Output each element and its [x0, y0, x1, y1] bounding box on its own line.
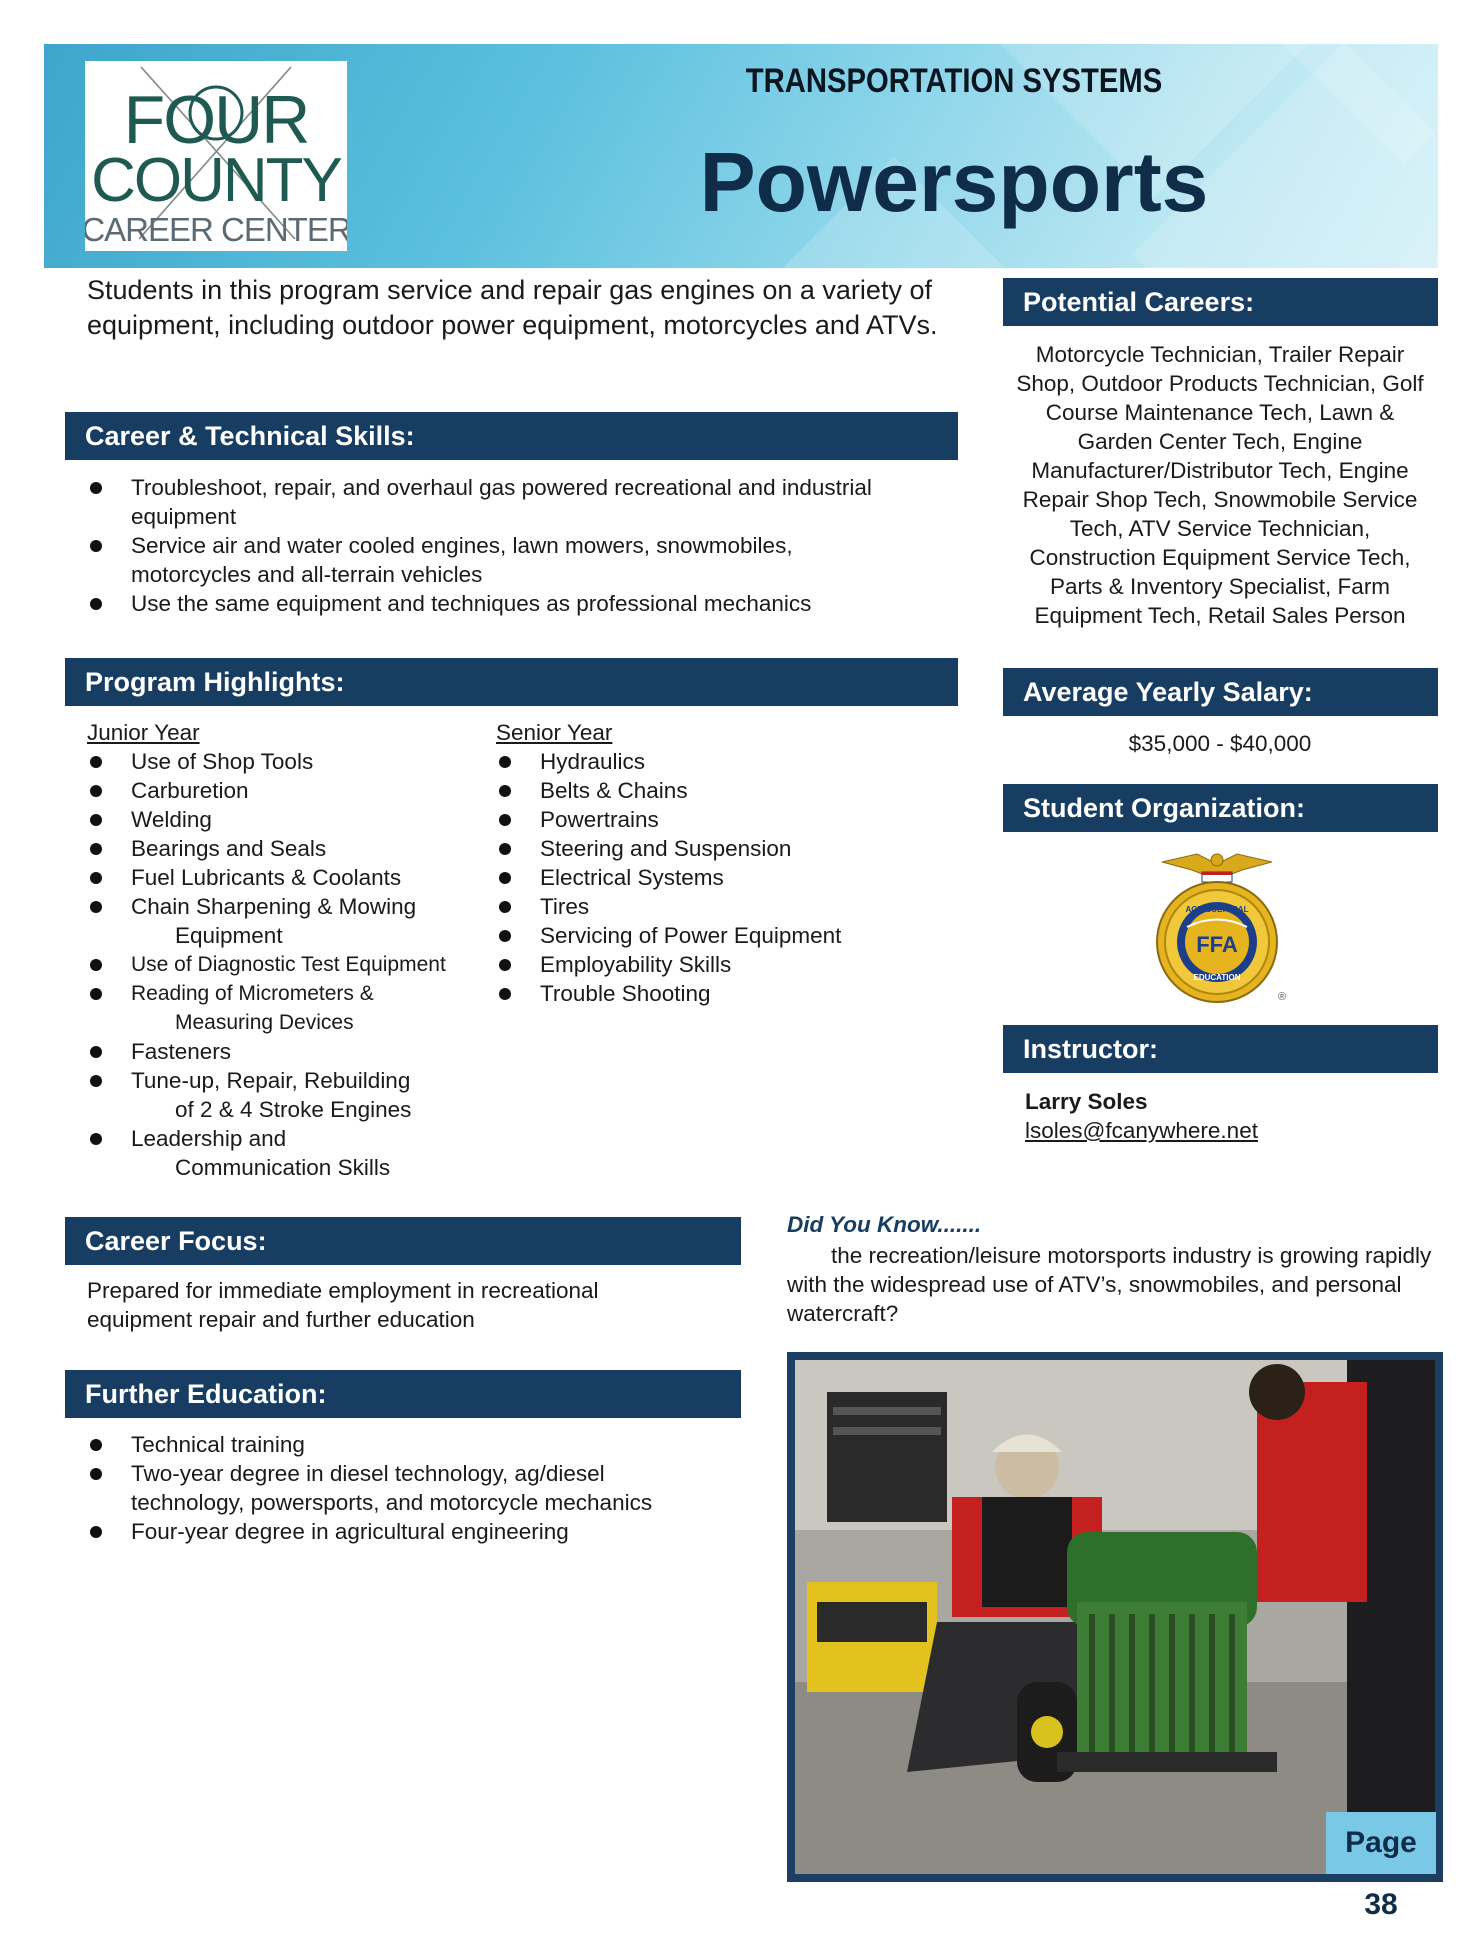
list-item: Two-year degree in diesel technology, ag/diesel technology, powersports, and motorcycle mechanics — [87, 1459, 717, 1517]
list-item: Use the same equipment and techniques as professional mechanics — [87, 589, 887, 618]
potential-careers-text: Motorcycle Technician, Trailer Repair Shop, Outdoor Products Technician, Golf Course Maintenance Tech, Lawn & Garden Center Tech, Engine Manufacturer/Distributor Tech, Engine Repair Shop Tech, Snowmobile Service Tech, ATV Service Technician, Construction Equipment Service Tech, Parts & Inventory Specialist, Farm Equipment Tech, Retail Sales Person — [1016, 342, 1424, 628]
list-item: Leadership and — [87, 1124, 487, 1153]
list-item: Tires — [496, 892, 916, 921]
instructor-email-link[interactable]: lsoles@fcanywhere.net — [1025, 1118, 1258, 1143]
career-focus-heading: Career Focus: — [65, 1217, 741, 1265]
list-item: Bearings and Seals — [87, 834, 487, 863]
list-item: Hydraulics — [496, 747, 916, 776]
senior-year-label: Senior Year — [496, 720, 613, 745]
did-you-know-title: Did You Know....... — [787, 1212, 982, 1237]
page-title: Powersports — [699, 135, 1209, 229]
list-item-continuation: Communication Skills — [175, 1155, 391, 1180]
program-highlights-heading: Program Highlights: — [65, 658, 958, 706]
ffa-emblem-mark: ® — [1277, 991, 1287, 1003]
list-item: Welding — [87, 805, 487, 834]
four-county-logo — [85, 61, 347, 251]
logo-line-career-center: CAREER CENTER — [85, 211, 347, 248]
list-item: Employability Skills — [496, 950, 916, 979]
further-education-heading: Further Education: — [65, 1370, 741, 1418]
potential-careers-heading: Potential Careers: — [1003, 278, 1438, 326]
list-item: Four-year degree in agricultural engineering — [87, 1517, 717, 1546]
career-focus-text: Prepared for immediate employment in recreational equipment repair and further education — [87, 1278, 599, 1332]
instructor-heading: Instructor: — [1003, 1025, 1438, 1073]
page-number-badge: Page 38 — [1326, 1812, 1436, 1874]
list-item: Electrical Systems — [496, 863, 916, 892]
salary-value: $35,000 - $40,000 — [1128, 731, 1312, 756]
ffa-emblem-bottom-text: EDUCATION — [1193, 973, 1241, 982]
list-item: Belts & Chains — [496, 776, 916, 805]
logo-line-county: COUNTY — [91, 146, 341, 215]
list-item-continuation: of 2 & 4 Stroke Engines — [175, 1097, 412, 1122]
program-category: TRANSPORTATION SYSTEMS — [745, 62, 1163, 100]
list-item: Tune-up, Repair, Rebuilding — [87, 1066, 487, 1095]
student-mechanics-photo — [787, 1352, 1443, 1882]
senior-year-column — [496, 718, 916, 1008]
junior-year-label: Junior Year — [87, 720, 200, 745]
program-intro: Students in this program service and repair gas engines on a variety of equipment, including outdoor power equipment, motorcycles and ATVs. — [87, 275, 938, 340]
list-item: Use of Shop Tools — [87, 747, 487, 776]
student-organization-heading: Student Organization: — [1003, 784, 1438, 832]
did-you-know-text: the recreation/leisure motorsports industry is growing rapidly with the widespread use of ATV’s, snowmobiles, and personal watercraft? — [787, 1243, 1432, 1326]
list-item: Powertrains — [496, 805, 916, 834]
salary-heading: Average Yearly Salary: — [1003, 668, 1438, 716]
list-item: Servicing of Power Equipment — [496, 921, 916, 950]
list-item: Service air and water cooled engines, lawn mowers, snowmobiles, motorcycles and all-terrain vehicles — [87, 531, 887, 589]
ffa-emblem-top-text: AGRICULTURAL — [1185, 905, 1249, 914]
list-item: Fasteners — [87, 1037, 487, 1066]
career-skills-list — [87, 473, 887, 618]
list-item: Trouble Shooting — [496, 979, 916, 1008]
page-header — [44, 44, 1438, 268]
list-item: Fuel Lubricants & Coolants — [87, 863, 487, 892]
further-education-list — [87, 1430, 717, 1546]
instructor-name: Larry Soles — [1025, 1089, 1148, 1114]
list-item: Steering and Suspension — [496, 834, 916, 863]
career-skills-heading: Career & Technical Skills: — [65, 412, 958, 460]
list-item: Troubleshoot, repair, and overhaul gas powered recreational and industrial equipment — [87, 473, 887, 531]
ffa-emblem-center-text: FFA — [1196, 932, 1238, 957]
list-item: Carburetion — [87, 776, 487, 805]
list-item: Technical training — [87, 1430, 717, 1459]
logo-line-four: FOUR — [123, 82, 309, 158]
junior-year-column — [87, 718, 487, 1182]
ffa-emblem — [1142, 842, 1292, 1010]
list-item-continuation: Equipment — [175, 923, 283, 948]
list-item-continuation: Measuring Devices — [175, 1011, 354, 1034]
list-item: Reading of Micrometers & — [87, 979, 487, 1008]
list-item: Chain Sharpening & Mowing — [87, 892, 487, 921]
list-item: Use of Diagnostic Test Equipment — [87, 950, 487, 979]
